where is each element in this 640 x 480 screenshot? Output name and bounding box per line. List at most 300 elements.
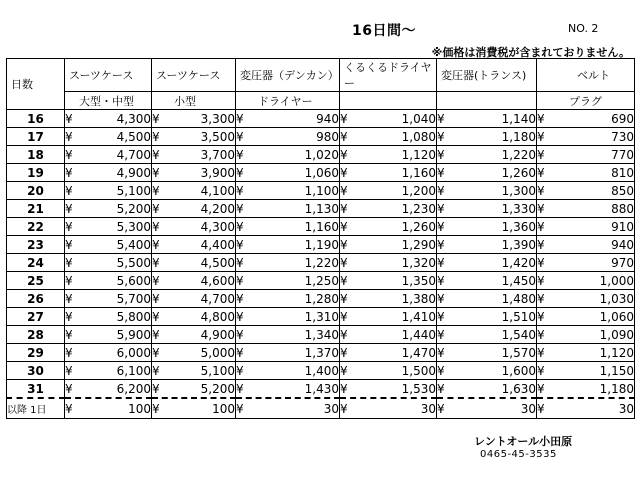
price-cell [65,326,152,344]
price-amount: 5,900 [116,327,151,342]
price-amount: 1,300 [501,183,536,198]
day-cell: 22 [7,218,65,236]
yen-sign: ¥ [340,147,348,162]
yen-sign: ¥ [236,165,244,180]
price-amount: 1,140 [501,111,536,126]
yen-sign: ¥ [537,345,545,360]
price-cell [537,182,635,200]
price-cell [437,146,537,164]
day-cell: 19 [7,164,65,182]
days-column-header: 日数 [7,59,65,110]
price-amount: 1,150 [599,363,634,378]
price-cell [65,308,152,326]
price-cell [537,218,635,236]
price-cell [152,200,236,218]
yen-sign: ¥ [537,273,545,288]
table-row [7,254,635,272]
day-cell: 31 [7,380,65,399]
price-cell [537,128,635,146]
price-cell [340,182,437,200]
day-cell: 17 [7,128,65,146]
price-cell [537,326,635,344]
price-amount: 3,700 [200,147,235,162]
price-cell [236,380,340,399]
price-cell [236,110,340,128]
price-amount: 100 [212,401,235,416]
price-cell [152,128,236,146]
day-cell: 28 [7,326,65,344]
price-amount: 1,080 [401,129,436,144]
price-cell [236,398,340,419]
table-row [7,272,635,290]
price-amount: 4,100 [200,183,235,198]
price-amount: 940 [316,111,339,126]
yen-sign: ¥ [236,201,244,216]
price-cell [65,128,152,146]
price-amount: 1,390 [501,237,536,252]
price-amount: 5,200 [200,381,235,396]
price-cell [152,308,236,326]
yen-sign: ¥ [152,291,160,306]
yen-sign: ¥ [236,327,244,342]
price-cell [537,308,635,326]
price-cell [65,272,152,290]
yen-sign: ¥ [537,309,545,324]
price-amount: 910 [611,219,634,234]
price-amount: 1,430 [304,381,339,396]
price-cell [437,326,537,344]
tax-note: ※価格は消費税が含まれておりません。 [431,46,630,59]
price-cell [236,200,340,218]
yen-sign: ¥ [65,183,73,198]
yen-sign: ¥ [65,255,73,270]
price-amount: 1,380 [401,291,436,306]
price-amount: 850 [611,183,634,198]
column-header-line1: スーツケース [65,59,152,92]
price-amount: 1,160 [304,219,339,234]
table-row [7,362,635,380]
price-cell [152,146,236,164]
price-amount: 4,200 [200,201,235,216]
table-row [7,308,635,326]
column-header-line1: くるくるドライヤー [340,59,437,92]
yen-sign: ¥ [340,309,348,324]
day-cell: 23 [7,236,65,254]
yen-sign: ¥ [152,147,160,162]
price-cell [152,218,236,236]
yen-sign: ¥ [340,183,348,198]
price-amount: 1,370 [304,345,339,360]
yen-sign: ¥ [65,165,73,180]
table-row [7,110,635,128]
price-amount: 1,020 [304,147,339,162]
price-amount: 1,350 [401,273,436,288]
price-amount: 1,340 [304,327,339,342]
price-cell [537,110,635,128]
price-amount: 1,470 [401,345,436,360]
price-cell [65,398,152,419]
price-amount: 1,540 [501,327,536,342]
price-cell [236,146,340,164]
price-cell [236,164,340,182]
yen-sign: ¥ [152,327,160,342]
yen-sign: ¥ [340,111,348,126]
yen-sign: ¥ [65,219,73,234]
price-amount: 810 [611,165,634,180]
price-cell [65,200,152,218]
price-amount: 690 [611,111,634,126]
yen-sign: ¥ [340,237,348,252]
yen-sign: ¥ [537,183,545,198]
price-cell [537,146,635,164]
yen-sign: ¥ [236,291,244,306]
price-cell [65,182,152,200]
yen-sign: ¥ [437,363,445,378]
price-amount: 1,000 [599,273,634,288]
price-cell [236,308,340,326]
price-cell [437,236,537,254]
price-cell [437,380,537,399]
price-cell [537,254,635,272]
yen-sign: ¥ [340,201,348,216]
price-amount: 5,000 [200,345,235,360]
price-cell [537,362,635,380]
price-amount: 6,200 [116,381,151,396]
price-cell [437,290,537,308]
price-amount: 5,600 [116,273,151,288]
yen-sign: ¥ [437,381,445,396]
additional-day-row [7,398,635,419]
price-cell [65,254,152,272]
header-row-1 [7,59,635,92]
day-cell: 18 [7,146,65,164]
price-amount: 30 [420,401,436,416]
price-cell [152,236,236,254]
yen-sign: ¥ [437,309,445,324]
price-amount: 6,000 [116,345,151,360]
yen-sign: ¥ [152,201,160,216]
yen-sign: ¥ [340,291,348,306]
price-cell [437,200,537,218]
yen-sign: ¥ [236,363,244,378]
price-cell [340,200,437,218]
column-header-line1: スーツケース [152,59,236,92]
price-cell [236,182,340,200]
header-row-2 [7,92,635,110]
price-amount: 1,450 [501,273,536,288]
column-header-line2: 小型 [152,92,236,110]
price-amount: 770 [611,147,634,162]
yen-sign: ¥ [236,183,244,198]
price-cell [340,380,437,399]
price-amount: 4,800 [200,309,235,324]
price-amount: 30 [323,401,339,416]
price-cell [65,164,152,182]
price-cell [340,272,437,290]
price-amount: 5,200 [116,201,151,216]
yen-sign: ¥ [236,237,244,252]
price-amount: 1,290 [401,237,436,252]
table-row [7,200,635,218]
price-cell [437,164,537,182]
column-header-line2 [437,92,537,110]
company-name: レントオール小田原 [474,435,573,448]
table-row [7,164,635,182]
price-cell [65,380,152,399]
price-amount: 30 [618,401,634,416]
price-amount: 1,090 [599,327,634,342]
yen-sign: ¥ [340,255,348,270]
price-cell [340,308,437,326]
additional-day-label: 以降 1日 [7,398,65,419]
price-cell [340,164,437,182]
price-cell [537,272,635,290]
yen-sign: ¥ [65,381,73,396]
price-cell [152,362,236,380]
column-header-line2 [340,92,437,110]
column-header-line1: ベルト [537,59,635,92]
yen-sign: ¥ [437,129,445,144]
price-amount: 1,250 [304,273,339,288]
price-amount: 1,530 [401,381,436,396]
price-amount: 1,320 [401,255,436,270]
price-amount: 1,400 [304,363,339,378]
yen-sign: ¥ [65,273,73,288]
yen-sign: ¥ [152,345,160,360]
yen-sign: ¥ [437,111,445,126]
yen-sign: ¥ [152,255,160,270]
price-cell [437,254,537,272]
price-amount: 30 [520,401,536,416]
yen-sign: ¥ [152,401,160,416]
day-cell: 24 [7,254,65,272]
price-amount: 1,420 [501,255,536,270]
price-cell [537,236,635,254]
price-amount: 980 [316,129,339,144]
yen-sign: ¥ [437,291,445,306]
yen-sign: ¥ [437,147,445,162]
price-cell [340,128,437,146]
table-row [7,380,635,399]
price-cell [437,182,537,200]
yen-sign: ¥ [437,273,445,288]
yen-sign: ¥ [537,165,545,180]
yen-sign: ¥ [340,273,348,288]
price-amount: 1,100 [304,183,339,198]
price-cell [340,110,437,128]
price-amount: 1,410 [401,309,436,324]
yen-sign: ¥ [152,237,160,252]
price-cell [340,146,437,164]
price-cell [437,272,537,290]
price-amount: 1,160 [401,165,436,180]
yen-sign: ¥ [537,129,545,144]
price-cell [65,110,152,128]
day-cell: 26 [7,290,65,308]
price-amount: 970 [611,255,634,270]
yen-sign: ¥ [537,363,545,378]
price-amount: 1,280 [304,291,339,306]
price-amount: 1,330 [501,201,536,216]
price-amount: 4,400 [200,237,235,252]
price-cell [65,362,152,380]
yen-sign: ¥ [65,147,73,162]
yen-sign: ¥ [437,327,445,342]
day-cell: 29 [7,344,65,362]
price-cell [437,398,537,419]
price-cell [340,362,437,380]
price-amount: 1,220 [304,255,339,270]
yen-sign: ¥ [152,183,160,198]
yen-sign: ¥ [537,401,545,416]
yen-sign: ¥ [65,363,73,378]
price-amount: 5,100 [116,183,151,198]
table-row [7,182,635,200]
yen-sign: ¥ [65,291,73,306]
table-row [7,128,635,146]
yen-sign: ¥ [437,255,445,270]
price-cell [437,218,537,236]
price-amount: 940 [611,237,634,252]
table-row [7,218,635,236]
price-amount: 5,500 [116,255,151,270]
column-header-line2: プラグ [537,92,635,110]
day-cell: 25 [7,272,65,290]
company-phone: 0465-45-3535 [480,449,557,460]
price-cell [65,146,152,164]
price-cell [152,326,236,344]
yen-sign: ¥ [236,255,244,270]
rental-price-table [6,58,635,419]
price-cell [236,326,340,344]
yen-sign: ¥ [152,165,160,180]
price-amount: 1,030 [599,291,634,306]
price-amount: 1,500 [401,363,436,378]
day-cell: 27 [7,308,65,326]
yen-sign: ¥ [537,327,545,342]
yen-sign: ¥ [340,129,348,144]
price-amount: 1,200 [401,183,436,198]
yen-sign: ¥ [236,401,244,416]
price-amount: 1,130 [304,201,339,216]
price-amount: 100 [128,401,151,416]
column-header-line2: ドライヤー [236,92,340,110]
price-amount: 3,300 [200,111,235,126]
price-amount: 1,260 [401,219,436,234]
price-cell [537,164,635,182]
price-amount: 6,100 [116,363,151,378]
yen-sign: ¥ [65,345,73,360]
price-amount: 1,190 [304,237,339,252]
yen-sign: ¥ [65,327,73,342]
table-row [7,290,635,308]
yen-sign: ¥ [537,219,545,234]
price-amount: 1,510 [501,309,536,324]
price-cell [152,380,236,399]
price-cell [152,398,236,419]
price-amount: 5,100 [200,363,235,378]
price-amount: 730 [611,129,634,144]
price-amount: 4,700 [116,147,151,162]
yen-sign: ¥ [537,381,545,396]
price-cell [152,182,236,200]
price-amount: 880 [611,201,634,216]
price-amount: 1,260 [501,165,536,180]
yen-sign: ¥ [537,147,545,162]
price-amount: 4,600 [200,273,235,288]
yen-sign: ¥ [152,309,160,324]
yen-sign: ¥ [340,345,348,360]
price-amount: 1,570 [501,345,536,360]
price-cell [340,254,437,272]
yen-sign: ¥ [340,165,348,180]
yen-sign: ¥ [340,363,348,378]
price-amount: 1,600 [501,363,536,378]
page-number: NO. 2 [568,22,599,35]
yen-sign: ¥ [152,129,160,144]
yen-sign: ¥ [340,381,348,396]
price-cell [340,218,437,236]
yen-sign: ¥ [437,401,445,416]
price-amount: 1,480 [501,291,536,306]
price-amount: 1,440 [401,327,436,342]
column-header-line1: 変圧器（デンカン） [236,59,340,92]
price-cell [437,128,537,146]
price-amount: 1,180 [501,129,536,144]
yen-sign: ¥ [340,219,348,234]
price-cell [236,272,340,290]
yen-sign: ¥ [236,273,244,288]
yen-sign: ¥ [340,401,348,416]
price-amount: 1,060 [304,165,339,180]
yen-sign: ¥ [65,129,73,144]
page-title: 16日間〜 [352,23,416,39]
yen-sign: ¥ [437,183,445,198]
yen-sign: ¥ [537,111,545,126]
yen-sign: ¥ [152,111,160,126]
yen-sign: ¥ [437,165,445,180]
yen-sign: ¥ [236,129,244,144]
price-amount: 1,360 [501,219,536,234]
price-amount: 1,040 [401,111,436,126]
price-cell [340,398,437,419]
price-amount: 4,900 [116,165,151,180]
price-cell [152,344,236,362]
day-cell: 16 [7,110,65,128]
price-cell [537,344,635,362]
yen-sign: ¥ [65,201,73,216]
price-cell [437,110,537,128]
price-cell [340,236,437,254]
table-row [7,326,635,344]
price-cell [537,398,635,419]
price-cell [340,290,437,308]
price-amount: 5,700 [116,291,151,306]
price-cell [236,254,340,272]
price-cell [537,380,635,399]
price-cell [236,290,340,308]
yen-sign: ¥ [236,345,244,360]
price-amount: 4,300 [116,111,151,126]
day-cell: 30 [7,362,65,380]
yen-sign: ¥ [437,237,445,252]
price-cell [340,326,437,344]
yen-sign: ¥ [236,219,244,234]
price-cell [236,128,340,146]
yen-sign: ¥ [152,363,160,378]
price-cell [537,200,635,218]
price-amount: 1,230 [401,201,436,216]
